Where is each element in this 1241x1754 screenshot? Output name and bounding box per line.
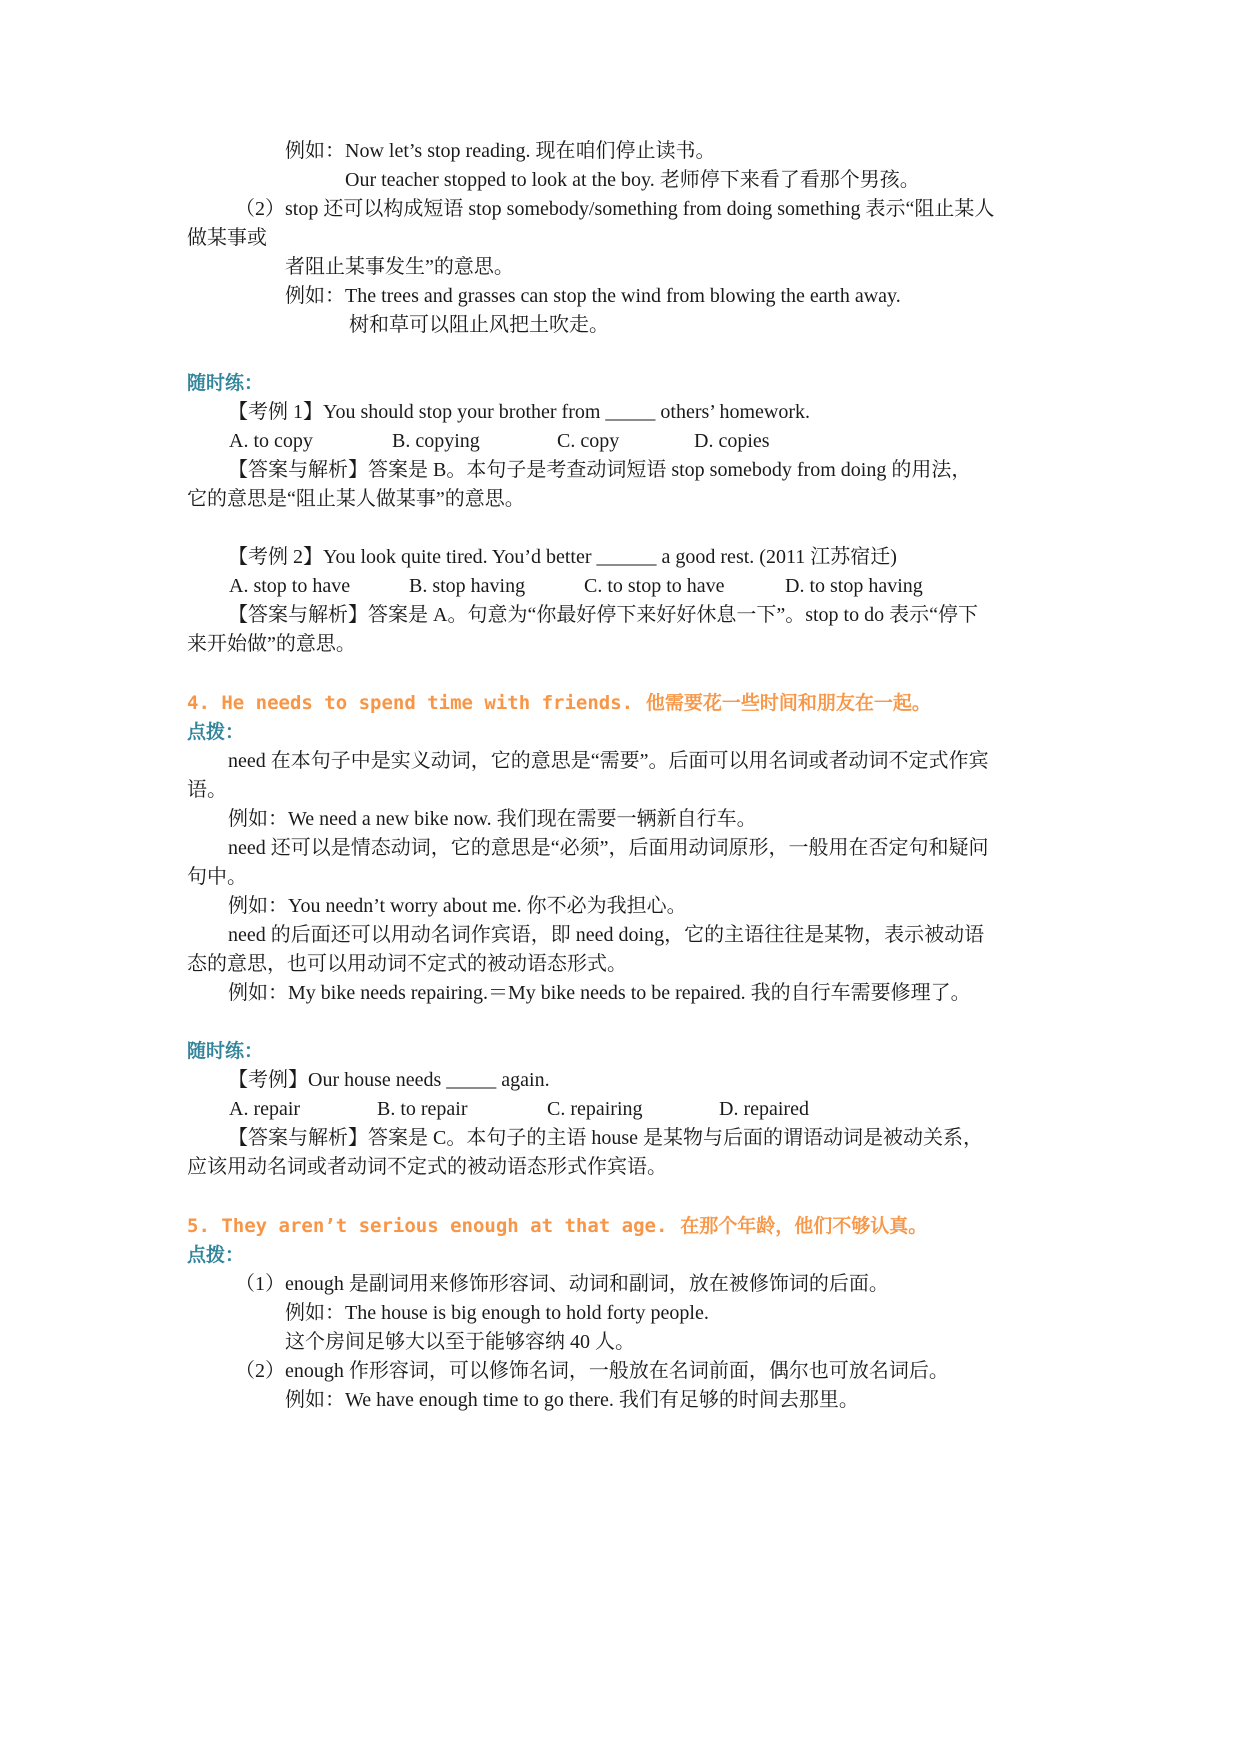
example-line: 树和草可以阻止风把土吹走。 — [349, 314, 609, 336]
section-heading-cn: 他需要花一些时间和朋友在一起。 — [645, 692, 931, 714]
answer-explanation: 【答案与解析】答案是 C。本句子的主语 house 是某物与后面的谓语动词是被动关系， — [228, 1127, 983, 1149]
text-line: （1）enough 是副词用来修饰形容词、动词和副词，放在被修饰词的后面。 — [235, 1273, 889, 1295]
option-c: C. to stop to have — [584, 575, 725, 597]
answer-explanation: 它的意思是“阻止某人做某事”的意思。 — [187, 488, 525, 510]
example-line: 例如：My bike needs repairing.＝My bike needs to be repaired. 我的自行车需要修理了。 — [228, 982, 971, 1004]
text-line: need 还可以是情态动词，它的意思是“必须”，后面用动词原形，一般用在否定句和疑问 — [228, 837, 989, 859]
section-heading-5 — [187, 1212, 927, 1241]
example-line: 例如：You needn’t worry about me. 你不必为我担心。 — [228, 895, 687, 917]
practice-heading: 随时练： — [187, 1040, 264, 1062]
example-line: 例如：We have enough time to go there. 我们有足够的时间去那里。 — [285, 1389, 859, 1411]
text-line: 做某事或 — [187, 227, 267, 249]
option-d: D. repaired — [719, 1098, 809, 1120]
option-b: B. to repair — [377, 1098, 468, 1120]
tip-heading: 点拨： — [187, 721, 245, 743]
example-line: 这个房间足够大以至于能够容纳 40 人。 — [285, 1331, 635, 1353]
option-d: D. to stop having — [785, 575, 923, 597]
option-c: C. copy — [557, 430, 620, 452]
answer-explanation: 【答案与解析】答案是 A。句意为“你最好停下来好好休息一下”。stop to do 表示“停下 — [228, 604, 978, 626]
section-heading-4 — [187, 689, 931, 718]
section-heading-en: 4. He needs to spend time with friends. — [187, 692, 634, 714]
text-line: need 在本句子中是实义动词，它的意思是“需要”。后面可以用名词或者动词不定式作宾 — [228, 750, 989, 772]
text-line: （2）stop 还可以构成短语 stop somebody/something from doing something 表示“阻止某人 — [235, 198, 995, 220]
option-b: B. copying — [392, 430, 480, 452]
text-line: 语。 — [187, 779, 227, 801]
exam-question: 【考例 1】You should stop your brother from _____ others’ homework. — [228, 401, 811, 423]
example-line: 例如：The house is big enough to hold forty people. — [285, 1302, 709, 1324]
answer-explanation: 来开始做”的意思。 — [187, 633, 356, 655]
text-line: （2）enough 作形容词，可以修饰名词，一般放在名词前面，偶尔也可放名词后。 — [235, 1360, 949, 1382]
option-d: D. copies — [694, 430, 770, 452]
option-b: B. stop having — [409, 575, 526, 597]
option-c: C. repairing — [547, 1098, 643, 1120]
section-heading-cn: 在那个年龄，他们不够认真。 — [680, 1215, 928, 1237]
text-line: need 的后面还可以用动名词作宾语，即 need doing，它的主语往往是某物，表示被动语 — [228, 924, 985, 946]
example-line: Our teacher stopped to look at the boy. 老师停下来看了看那个男孩。 — [345, 169, 920, 191]
exam-question: 【考例 2】You look quite tired. You’d better ______ a good rest. (2011 江苏宿迁) — [228, 546, 897, 568]
practice-heading: 随时练： — [187, 372, 264, 394]
option-a: A. repair — [229, 1098, 301, 1120]
text-line: 态的意思，也可以用动词不定式的被动语态形式。 — [187, 953, 627, 975]
example-line: 例如：We need a new bike now. 我们现在需要一辆新自行车。 — [228, 808, 757, 830]
example-line: 例如：Now let’s stop reading. 现在咱们停止读书。 — [285, 140, 716, 162]
exam-question: 【考例】Our house needs _____ again. — [228, 1069, 550, 1091]
option-a: A. to copy — [229, 430, 313, 452]
text-line: 者阻止某事发生”的意思。 — [285, 256, 514, 278]
answer-explanation: 应该用动名词或者动词不定式的被动语态形式作宾语。 — [187, 1156, 667, 1178]
answer-explanation: 【答案与解析】答案是 B。本句子是考查动词短语 stop somebody from doing 的用法， — [228, 459, 972, 481]
section-heading-en: 5. They aren’t serious enough at that age. — [187, 1215, 668, 1237]
example-line: 例如：The trees and grasses can stop the wind from blowing the earth away. — [285, 285, 901, 307]
tip-heading: 点拨： — [187, 1244, 245, 1266]
text-line: 句中。 — [187, 866, 247, 888]
option-a: A. stop to have — [229, 575, 351, 597]
